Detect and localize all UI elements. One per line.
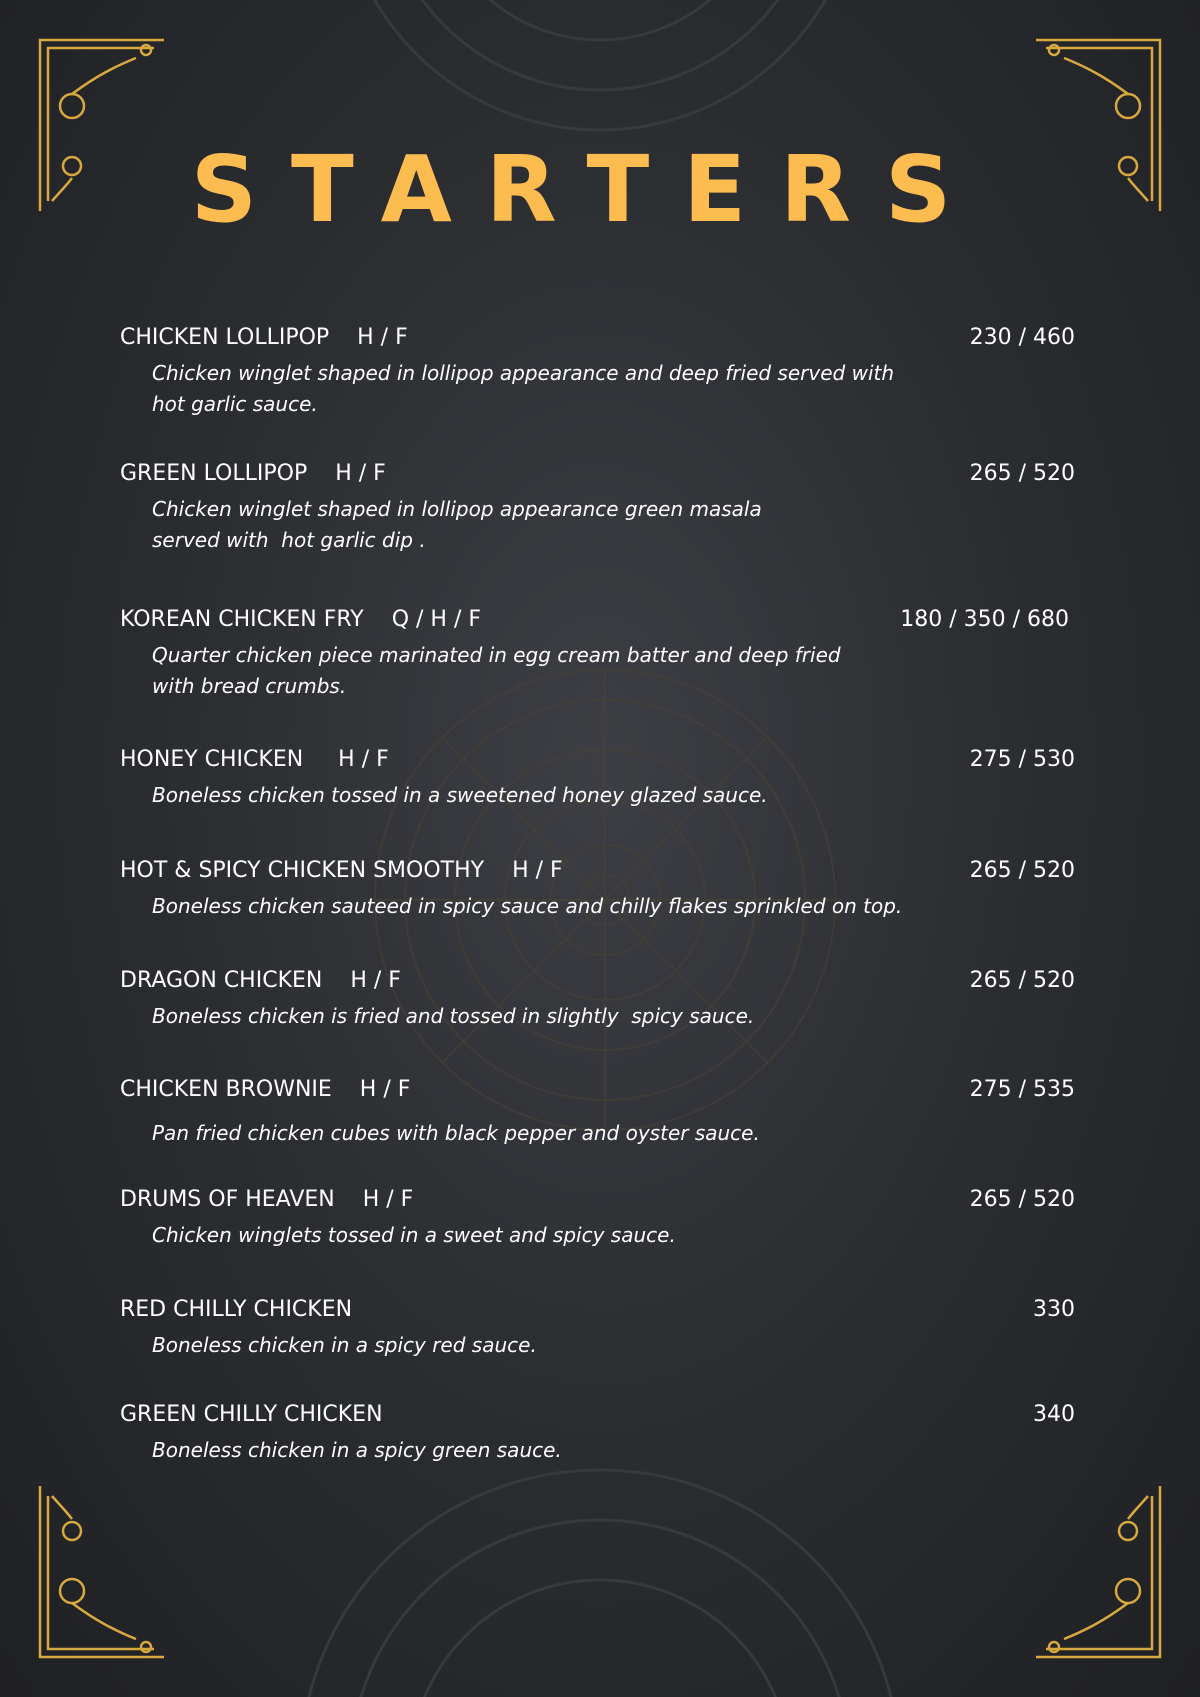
menu-item-name: RED CHILLY CHICKEN bbox=[120, 1297, 353, 1322]
menu-item-name: GREEN LOLLIPOP H / F bbox=[120, 461, 386, 486]
menu-item-price: 265 / 520 bbox=[969, 858, 1075, 883]
menu-item-header bbox=[120, 1184, 1075, 1216]
menu-item-name: GREEN CHILLY CHICKEN bbox=[120, 1402, 383, 1427]
menu-item bbox=[120, 1294, 1075, 1361]
menu-item bbox=[120, 1184, 1075, 1251]
bottom-right-corner-ornament bbox=[1034, 1486, 1164, 1661]
menu-item-description: Chicken winglet shaped in lollipop appearance green masala served with hot garlic dip . bbox=[152, 497, 762, 552]
menu-item-description: Boneless chicken in a spicy red sauce. bbox=[152, 1333, 537, 1357]
menu-item-header bbox=[120, 322, 1075, 354]
menu-item-header bbox=[120, 965, 1075, 997]
menu-item-header bbox=[120, 1399, 1075, 1431]
menu-item-price: 230 / 460 bbox=[969, 325, 1075, 350]
menu-item bbox=[120, 965, 1075, 1032]
menu-item-name: DRAGON CHICKEN H / F bbox=[120, 968, 401, 993]
menu-item-price: 275 / 535 bbox=[969, 1077, 1075, 1102]
menu-item-name: DRUMS OF HEAVEN H / F bbox=[120, 1187, 414, 1212]
menu-item-description: Boneless chicken sauteed in spicy sauce and chilly flakes sprinkled on top. bbox=[152, 894, 903, 918]
menu-item-description: Quarter chicken piece marinated in egg cream batter and deep fried with bread crumbs. bbox=[152, 643, 841, 698]
menu-item-name: CHICKEN BROWNIE H / F bbox=[120, 1077, 411, 1102]
menu-item bbox=[120, 458, 1075, 556]
menu-item-description: Boneless chicken is fried and tossed in slightly spicy sauce. bbox=[152, 1004, 755, 1028]
menu-item bbox=[120, 855, 1075, 922]
menu-item-header bbox=[120, 1294, 1075, 1326]
menu-item-price: 275 / 530 bbox=[969, 747, 1075, 772]
menu-item-price: 180 / 350 / 680 bbox=[900, 607, 1069, 632]
menu-item-name: CHICKEN LOLLIPOP H / F bbox=[120, 325, 408, 350]
top-mandala-ornament bbox=[240, 0, 960, 150]
menu-item-price: 340 bbox=[1033, 1402, 1075, 1427]
menu-item-name: HONEY CHICKEN H / F bbox=[120, 747, 389, 772]
menu-item bbox=[120, 322, 1075, 420]
menu-item bbox=[120, 744, 1075, 811]
menu-item-name: KOREAN CHICKEN FRY Q / H / F bbox=[120, 607, 482, 632]
bottom-left-corner-ornament bbox=[36, 1486, 166, 1661]
menu-item-header bbox=[120, 458, 1075, 490]
bottom-mandala-ornament bbox=[150, 1440, 1050, 1697]
menu-item-description: Chicken winglet shaped in lollipop appearance and deep fried served with hot garlic sauce. bbox=[152, 361, 895, 416]
menu-item-price: 330 bbox=[1033, 1297, 1075, 1322]
menu-item-price: 265 / 520 bbox=[969, 461, 1075, 486]
menu-item-price: 265 / 520 bbox=[969, 1187, 1075, 1212]
menu-item-price: 265 / 520 bbox=[969, 968, 1075, 993]
menu-item bbox=[120, 604, 1075, 702]
menu-item-header bbox=[120, 744, 1075, 776]
menu-item bbox=[120, 1399, 1075, 1466]
menu-item-header bbox=[120, 604, 1075, 636]
menu-item-description: Boneless chicken tossed in a sweetened honey glazed sauce. bbox=[152, 783, 768, 807]
menu-item-description: Pan fried chicken cubes with black pepper and oyster sauce. bbox=[152, 1121, 760, 1145]
menu-item-name: HOT & SPICY CHICKEN SMOOTHY H / F bbox=[120, 858, 563, 883]
menu-item-header bbox=[120, 1074, 1075, 1106]
menu-item bbox=[120, 1074, 1075, 1149]
menu-item-header bbox=[120, 855, 1075, 887]
page-title: STARTERS bbox=[190, 136, 986, 243]
menu-item-description: Boneless chicken in a spicy green sauce. bbox=[152, 1438, 562, 1462]
menu-item-description: Chicken winglets tossed in a sweet and spicy sauce. bbox=[152, 1223, 676, 1247]
